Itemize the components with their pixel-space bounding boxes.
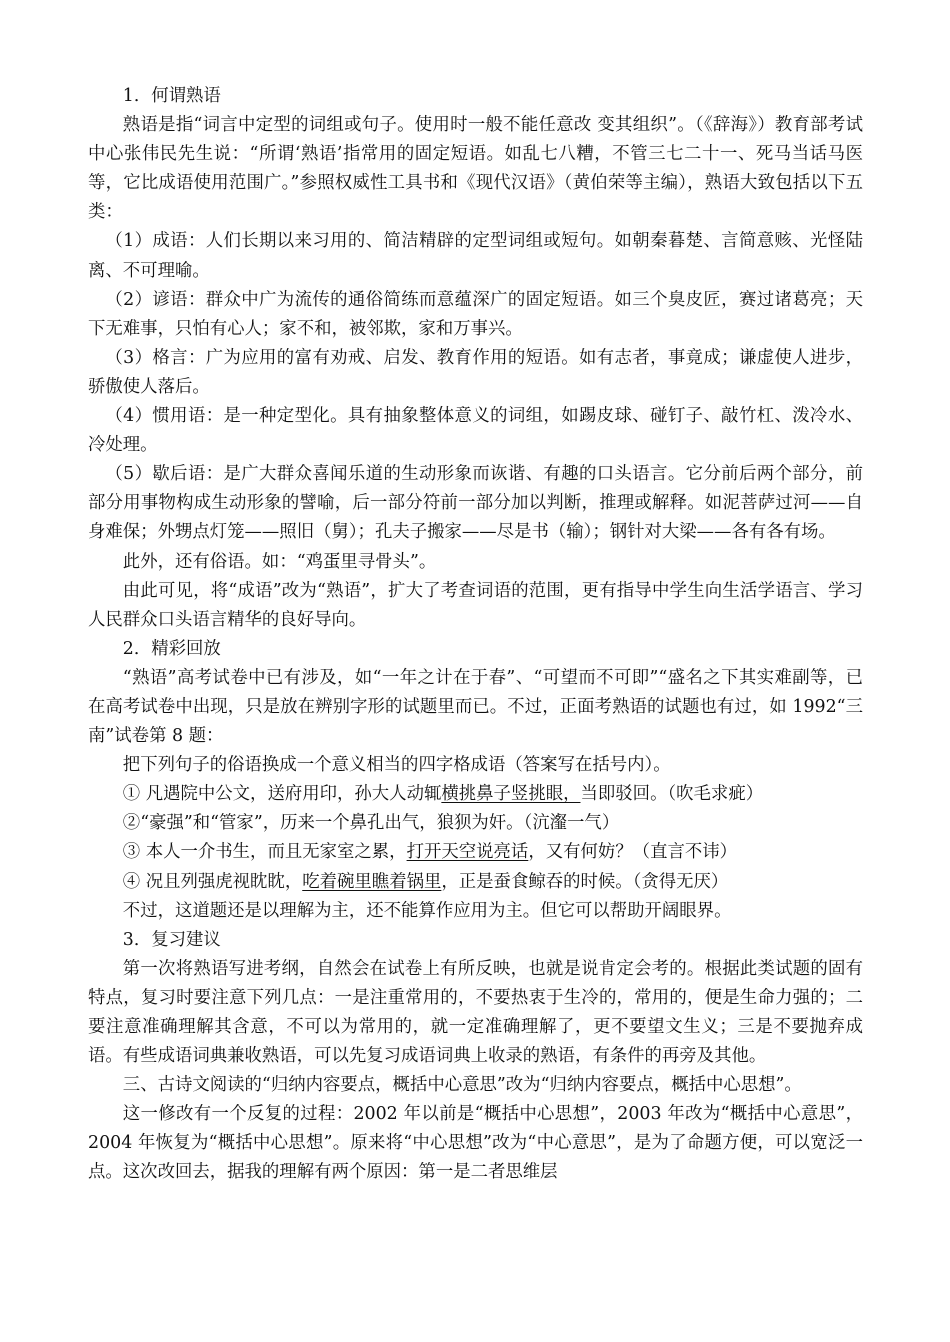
- paragraph-revision-history: 这一修改有一个反复的过程：2002 年以前是“概括中心思想”，2003 年改为“概括中心意思”，2004 年恢复为“概括中心思想”。原来将“中心思想”改为“中心意思”，是为了命题方便，可以宽泛一点。这次改回去，据我的理解有两个原因：第一是二者思维层: [88, 1104, 863, 1183]
- category-idiom: （1）成语：人们长期以来习用的、简洁精辟的定型词组或短句。如朝秦暮楚、言简意赅、光怪陆离、不可理喻。: [88, 231, 863, 281]
- exam-question-3: ③ 本人一介书生，而且无家室之累，打开天空说亮话，又有何妨？（直言不讳）: [122, 842, 738, 863]
- paragraph-definition: 熟语是指“词言中定型的词组或句子。使用时一般不能任意改 变其组织”。（《辞海》）教育部考试中心张伟民先生说：“所谓‘熟语’指常用的固定短语。如乱七八糟，不管三七二十一、死马当话马医等，它比成语使用范围广。”参照权威性工具书和《现代汉语》（黄伯荣等主编），熟语大致包括以下五类：: [88, 115, 863, 223]
- paragraph-review-advice: 第一次将熟语写进考纲，自然会在试卷上有所反映，也就是说肯定会考的。根据此类试题的固有特点，复习时要注意下列几点：一是注重常用的，不要热衷于生冷的，常用的，便是生命力强的；二要注意准确理解其含意，不可以为常用的，就一定准确理解了，更不要望文生义；三是不要抛弃成语。有些成语词典兼收熟语，可以先复习成语词典上收录的熟语，有条件的再旁及其他。: [88, 958, 863, 1067]
- paragraph-colloquial: 此外，还有俗语。如：“鸡蛋里寻骨头”。: [122, 551, 437, 572]
- paragraph-conclusion: 由此可见，将“成语”改为“熟语”，扩大了考查词语的范围，更有指导中学生向生活学语言、学习人民群众口头语言精华的良好导向。: [88, 580, 863, 630]
- section-3-heading: 3．复习建议: [122, 929, 221, 950]
- exam-question-1: ① 凡遇院中公文，送府用印，孙大人动辄横挑鼻子竖挑眼，当即驳回。（吹毛求疵）: [122, 784, 764, 805]
- exam-question-4: ④ 况且列强虎视眈眈，吃着碗里瞧着锅里，正是蚕食鲸吞的时候。（贪得无厌）: [122, 871, 729, 892]
- underlined-phrase: 打开天空说亮话: [406, 842, 529, 863]
- underlined-phrase: 横挑鼻子竖挑眼，: [441, 784, 581, 805]
- section-2-heading: 2．精彩回放: [122, 638, 221, 659]
- document-page: [88, 82, 863, 1188]
- paragraph-ancient-poetry: 三、古诗文阅读的“归纳内容要点，概括中心意思”改为“归纳内容要点，概括中心思想”。: [122, 1075, 802, 1096]
- category-xiehouyu: （5）歇后语：是广大群众喜闻乐道的生动形象而诙谐、有趣的口头语言。它分前后两个部分，前部分用事物构成生动形象的譬喻，后一部分符前一部分加以判断，推理或解释。如泥菩萨过河——自身难保；外甥点灯笼——照旧（舅）；孔夫子搬家——尽是书（输）；钢针对大梁——各有各有场。: [88, 464, 863, 543]
- section-1-heading: 1．何谓熟语: [122, 86, 221, 106]
- exam-question-2: ②“豪强”和“管家”，历来一个鼻孔出气，狼狈为奸。（沆瀣一气）: [122, 813, 620, 834]
- paragraph-exam-instruction: 把下列句子的俗语换成一个意义相当的四字格成语（答案写在括号内）。: [122, 755, 671, 776]
- paragraph-exam-history: “熟语”高考试卷中已有涉及，如“一年之计在于春”、“可望而不可即”“盛名之下其实难副等，已在高考试卷中出现，只是放在辨别字形的试题里而已。不过，正面考熟语的试题也有过，如 1992“三南”试卷第 8 题：: [88, 667, 863, 747]
- category-common-phrase: （4）惯用语：是一种定型化。具有抽象整体意义的词组，如踢皮球、碰钉子、敲竹杠、泼冷水、冷处理。: [88, 406, 863, 456]
- category-proverb: （2）谚语：群众中广为流传的通俗简练而意蕴深广的固定短语。如三个臭皮匠，赛过诸葛亮；天下无难事，只怕有心人；家不和，被邻欺，家和万事兴。: [88, 289, 863, 339]
- category-maxim: （3）格言：广为应用的富有劝戒、启发、教育作用的短语。如有志者，事竟成；谦虚使人进步，骄傲使人落后。: [88, 347, 863, 397]
- underlined-phrase: 吃着碗里瞧着锅里: [302, 871, 442, 892]
- paragraph-exam-comment: 不过，这道题还是以理解为主，还不能算作应用为主。但它可以帮助开阔眼界。: [122, 900, 732, 921]
